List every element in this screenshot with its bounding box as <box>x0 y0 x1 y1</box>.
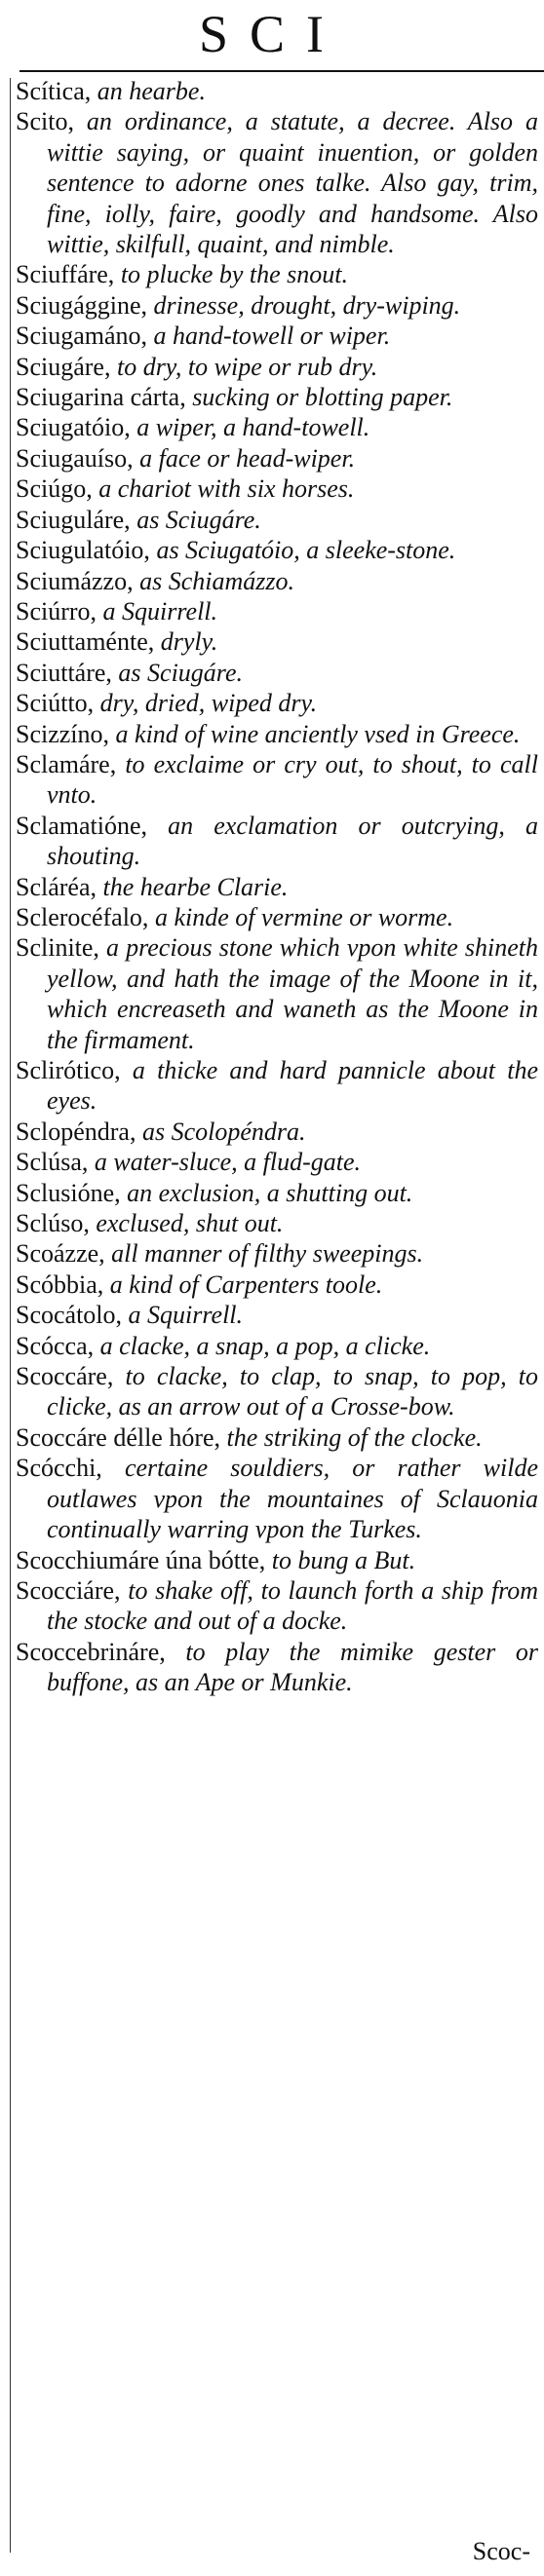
entry-headword: Sciugarina cárta, <box>16 383 186 412</box>
entry-headword: Sciuffáre, <box>16 260 115 289</box>
entry-definition: a water-sluce, a flud-gate. <box>88 1148 362 1177</box>
entry-definition: as Sciugatóio, a sleeke-stone. <box>149 536 456 565</box>
entry-headword: Sciugáre, <box>16 352 111 381</box>
dictionary-entry <box>16 1178 538 1208</box>
dictionary-entry <box>16 596 538 626</box>
catchword: Scoc- <box>472 2537 530 2565</box>
entry-definition: as Schiamázzo. <box>133 566 294 595</box>
header-rule <box>19 70 544 72</box>
dictionary-entry <box>16 321 538 351</box>
dictionary-entry <box>16 1545 538 1575</box>
dictionary-entry <box>16 626 538 657</box>
entry-definition: to clacke, to clap, to snap, to pop, to clicke, as an arrow out of a Crosse-bow. <box>47 1362 538 1421</box>
entry-definition: to shake off, to launch forth a ship from the stocke and out of a docke. <box>47 1575 538 1636</box>
dictionary-entry <box>16 76 538 106</box>
dictionary-entry <box>16 474 538 504</box>
entry-headword: Sclúsa, <box>16 1148 89 1177</box>
entry-headword: Sclopéndra, <box>16 1117 136 1146</box>
entry-headword: Scizzíno, <box>16 719 110 748</box>
entry-headword: Scocátolo, <box>16 1301 123 1330</box>
entry-definition: as Sciugáre. <box>130 505 261 534</box>
entry-definition: dryly. <box>154 627 218 657</box>
entry-definition: to plucke by the snout. <box>114 260 349 289</box>
entry-headword: Scoccáre, <box>16 1362 114 1391</box>
dictionary-entry <box>16 412 538 442</box>
entry-definition: the hearbe Clarie. <box>97 872 289 901</box>
entry-definition: a kind of wine anciently vsed in Greece. <box>109 719 521 748</box>
entry-definition: to play the mimike gester or buffone, as an Ape or Munkie. <box>47 1637 538 1697</box>
entry-headword: Sclinite, <box>16 933 99 963</box>
dictionary-entry <box>16 872 538 902</box>
entry-headword: Scoccáre délle hóre, <box>16 1422 221 1452</box>
dictionary-entry <box>16 1422 538 1453</box>
entry-headword: Sciuguláre, <box>16 505 131 534</box>
entry-headword: Scoccebrináre, <box>16 1637 166 1666</box>
entry-definition: a thicke and hard pannicle about the eyes. <box>47 1056 538 1116</box>
dictionary-entry <box>16 106 538 259</box>
dictionary-entry <box>16 1300 538 1330</box>
entry-definition: the striking of the clocke. <box>220 1422 483 1452</box>
dictionary-entry <box>16 259 538 289</box>
dictionary-entry <box>16 1269 538 1300</box>
dictionary-entry <box>16 719 538 749</box>
dictionary-entry <box>16 1453 538 1544</box>
entry-list <box>16 76 538 1698</box>
entry-definition: dry, dried, wiped dry. <box>94 689 318 718</box>
entry-definition: drinesse, drought, dry-wiping. <box>147 290 461 320</box>
margin-rule <box>10 78 11 2553</box>
entry-headword: Sciugulatóio, <box>16 536 150 565</box>
entry-definition: an hearbe. <box>91 77 206 105</box>
dictionary-entry <box>16 443 538 474</box>
entry-headword: Sclerocéfalo, <box>16 902 149 931</box>
entry-definition: a Squirrell. <box>97 596 218 625</box>
entry-definition: to bung a But. <box>265 1545 416 1574</box>
dictionary-entry <box>16 1055 538 1117</box>
dictionary-entry <box>16 1361 538 1422</box>
dictionary-entry <box>16 932 538 1055</box>
entry-definition: an exclamation or outcrying, a shouting. <box>47 811 538 871</box>
entry-definition: a clacke, a snap, a pop, a clicke. <box>94 1331 431 1360</box>
dictionary-entry <box>16 1238 538 1269</box>
entry-headword: Scocciáre, <box>16 1575 121 1605</box>
entry-definition: a hand-towell or wiper. <box>147 322 391 351</box>
entry-headword: Sclusióne, <box>16 1178 121 1207</box>
entry-headword: Sciugamáno, <box>16 322 148 351</box>
entry-definition: a kind of Carpenters toole. <box>103 1269 383 1299</box>
dictionary-entry <box>16 1208 538 1238</box>
running-head: SCI <box>198 5 346 63</box>
entry-definition: all manner of filthy sweepings. <box>104 1239 424 1269</box>
dictionary-entry <box>16 1575 538 1637</box>
dictionary-entry <box>16 1331 538 1361</box>
dictionary-entry <box>16 352 538 382</box>
entry-definition: as Sciugáre. <box>111 658 243 687</box>
entry-headword: Scítica, <box>16 77 92 105</box>
entry-headword: Sciúgo, <box>16 474 93 504</box>
entry-definition: an exclusion, a shutting out. <box>120 1178 413 1207</box>
entry-headword: Sciuttaménte, <box>16 627 155 657</box>
dictionary-entry <box>16 902 538 932</box>
dictionary-entry <box>16 811 538 872</box>
entry-definition: a face or head-wiper. <box>133 443 356 473</box>
entry-headword: Sciugauíso, <box>16 443 134 473</box>
entry-definition: exclused, shut out. <box>89 1209 284 1238</box>
dictionary-entry <box>16 290 538 321</box>
entry-headword: Scito, <box>16 107 74 136</box>
entry-definition: an ordinance, a statute, a decree. Also a wittie saying, or quaint inuention, or golden sentence to adorne ones talke. Also gay, trim, fine, iolly, faire, goodly and handsome. Also wittie, skilfull, quaint, and nimble. <box>47 107 538 259</box>
dictionary-entry <box>16 1147 538 1177</box>
entry-definition: to exclaime or cry out, to shout, to call vnto. <box>47 749 538 810</box>
entry-headword: Scoázze, <box>16 1239 105 1269</box>
dictionary-entry <box>16 688 538 718</box>
entry-headword: Sciútto, <box>16 689 95 718</box>
entry-definition: sucking or blotting paper. <box>185 383 453 412</box>
dictionary-entry <box>16 749 538 811</box>
entry-definition: as Scolopéndra. <box>136 1117 306 1146</box>
dictionary-entry <box>16 505 538 535</box>
entry-headword: Scócchi, <box>16 1454 102 1483</box>
entry-definition: a kinde of vermine or worme. <box>148 902 454 931</box>
entry-headword: Sciugággine, <box>16 290 148 320</box>
entry-headword: Sclúso, <box>16 1209 90 1238</box>
dictionary-entry <box>16 1637 538 1698</box>
entry-definition: to dry, to wipe or rub dry. <box>110 352 378 381</box>
entry-headword: Sclirótico, <box>16 1056 121 1084</box>
entry-definition: a precious stone which vpon white shineth yellow, and hath the image of the Moone in it, which encreaseth and waneth as the Moone in the firmament. <box>47 933 538 1054</box>
entry-definition: a wiper, a hand-towell. <box>130 413 370 442</box>
entry-headword: Sciugatóio, <box>16 413 131 442</box>
entry-headword: Sciúrro, <box>16 596 97 625</box>
dictionary-entry <box>16 382 538 412</box>
dictionary-entry <box>16 658 538 688</box>
entry-definition: certaine souldiers, or rather wilde outlawes vpon the mountaines of Sclauonia continually warring vpon the Turkes. <box>47 1454 538 1544</box>
entry-headword: Sclamáre, <box>16 749 117 778</box>
entry-headword: Sclamatióne, <box>16 811 148 840</box>
dictionary-entry <box>16 566 538 596</box>
entry-headword: Sciuttáre, <box>16 658 112 687</box>
entry-headword: Scóbbia, <box>16 1269 104 1299</box>
entry-definition: a Squirrell. <box>122 1301 244 1330</box>
entry-definition: a chariot with six horses. <box>92 474 355 504</box>
dictionary-entry <box>16 535 538 565</box>
entry-headword: Scócca, <box>16 1331 95 1360</box>
entry-headword: Scocchiumáre úna bótte, <box>16 1545 266 1574</box>
dictionary-entry <box>16 1117 538 1147</box>
entry-headword: Sciumázzo, <box>16 566 134 595</box>
entry-headword: Scláréa, <box>16 872 97 901</box>
